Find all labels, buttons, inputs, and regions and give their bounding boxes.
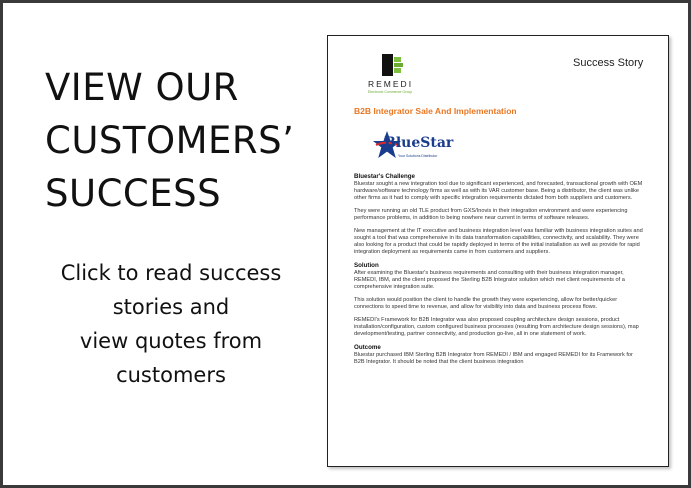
section-paragraph: This solution would position the client to handle the growth they were experiencing, allow for better/quicker connections to speed time to revenue, and allow for visibility into data and business process flows. — [354, 297, 618, 310]
subtitle-line: view quotes from — [79, 329, 263, 353]
bluestar-logo-tagline: Your Solutions Distributor — [398, 154, 438, 158]
bluestar-logo-name: BlueStar — [384, 135, 454, 151]
document-title: B2B Integrator Sale And Implementation — [354, 106, 517, 116]
bluestar-logo — [372, 129, 454, 167]
section-heading: Solution — [354, 262, 379, 269]
section-paragraph: New management at the IT executive and business integration level was familiar with business integration suites and sought a tool that was comprehensive in its data transformation capabilities, connectivity, and scalability. They were also looking for a product that could be rapidly deployed in terms of the initial installation as well as provide for rapid integration deployment as requirements came in from customers and suppliers. — [354, 228, 643, 255]
headline — [45, 61, 325, 220]
call-to-action-text[interactable] — [25, 256, 317, 392]
success-story-document-thumbnail[interactable] — [327, 35, 669, 467]
section-paragraph: Bluestar purchased IBM Sterling B2B Integrator from REMEDI / IBM and engaged REMEDI for its Framework for B2B Integrator. It should be noted that the client business integration — [354, 352, 633, 365]
headline-line: VIEW OUR — [45, 66, 239, 109]
section-heading: Bluestar's Challenge — [354, 173, 415, 180]
document-body — [354, 173, 644, 372]
document-label: Success Story — [573, 57, 644, 69]
subtitle-line: Click to read success — [60, 261, 282, 285]
section-paragraph: REMEDI's Framework for B2B Integrator was also proposed coupling architecture design sessions, product installation/configuration, custom configured business processes (resulting from architecture design sessions), map development/testing, partner connectivity, and production go-live, all in one statement of work. — [354, 317, 639, 337]
subtitle-line: stories and — [112, 295, 230, 319]
remedi-logo-mark-icon — [382, 54, 410, 76]
section-heading: Outcome — [354, 344, 381, 351]
remedi-logo-tagline: Electronic Commerce Group — [368, 90, 413, 94]
section-paragraph: They were running an old TLE product from GXS/Inovis in their integration environment and were experiencing performance problems, in addition to being nowhere near current in terms of software releases. — [354, 208, 628, 221]
headline-line: CUSTOMERS’ — [45, 119, 295, 162]
section-paragraph: After examining the Bluestar's business requirements and consulting with their business integration manager, REMEDI, IBM, and the client proposed the Sterling B2B Integrator solution which met client requirements of a comprehensive integration suite. — [354, 270, 625, 290]
section-paragraph: Bluestar sought a new integration tool due to significant experienced, and forecasted, transactional growth with OEM hardware/software technology firms as well as with its VAR customer base. Being a distributor, the client was unlike other firms as it had to comply with specific integration requirements dictated from both suppliers and customers. — [354, 181, 643, 201]
headline-line: SUCCESS — [45, 172, 222, 215]
remedi-logo-name: REMEDI — [368, 79, 414, 89]
remedi-logo — [368, 54, 428, 94]
subtitle-line: customers — [116, 363, 226, 387]
